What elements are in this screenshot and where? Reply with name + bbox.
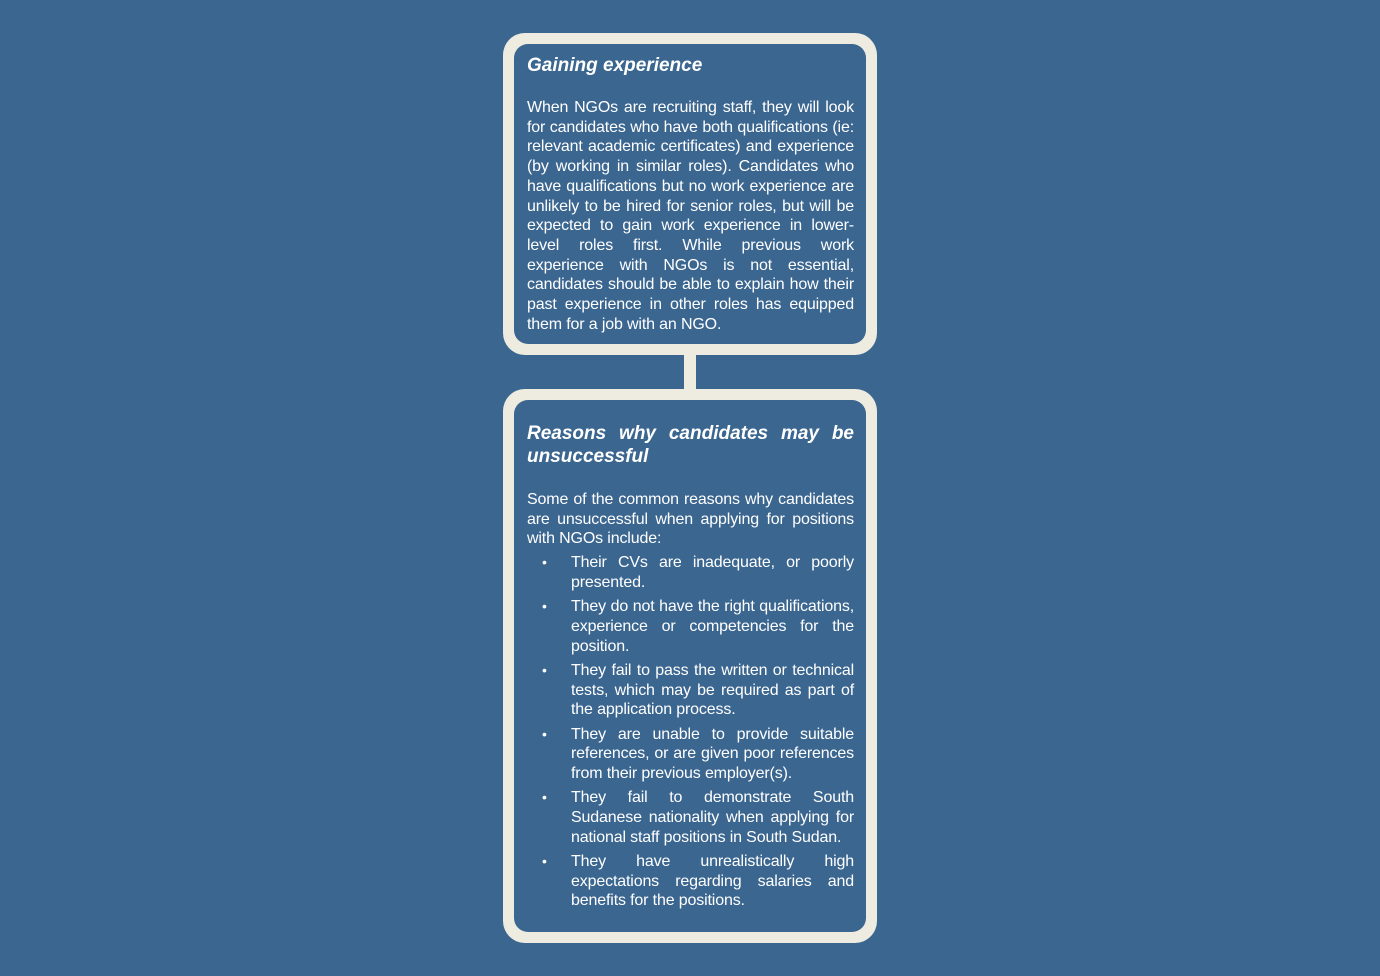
list-item-text: Their CVs are inadequate, or poorly presented. — [571, 554, 854, 591]
list-item-text: They do not have the right qualifications, experience or competencies for the position. — [571, 598, 854, 655]
list-item-text: They fail to pass the written or technical tests, which may be required as part of the application process. — [571, 661, 854, 719]
box-connector-line — [684, 352, 696, 392]
bullet-icon: • — [542, 554, 547, 571]
unsuccessful-reasons-title: Reasons why candidates may be unsuccessful — [527, 423, 854, 467]
unsuccessful-reasons-box — [503, 389, 877, 943]
gaining-experience-text: When NGOs are recruiting staff, they will look for candidates who have both qualifications (ie: relevant academic certificates) and experience (by working in similar roles). Candidates who have qualifications but no work experience are unlikely to be hired for senior roles, but will be expected to gain work experience in lower-level roles first. While previous work experience with NGOs is not essential, candidates should be able to explain how their past experience in other roles has equipped them for a job with an NGO. — [527, 99, 854, 333]
list-item — [527, 661, 854, 720]
list-item — [527, 597, 854, 656]
list-item — [527, 852, 854, 911]
bullet-icon: • — [542, 789, 547, 806]
reasons-list — [527, 553, 854, 911]
list-item-text: They are unable to provide suitable references, or are given poor references from their previous employer(s). — [571, 725, 854, 782]
gaining-experience-box — [503, 33, 877, 355]
bullet-icon: • — [542, 725, 547, 742]
unsuccessful-reasons-content — [514, 400, 866, 932]
bullet-icon: • — [542, 598, 547, 615]
list-item — [527, 788, 854, 847]
list-item-text: They have unrealistically high expectations regarding salaries and benefits for the positions. — [571, 852, 854, 910]
list-item — [527, 553, 854, 592]
list-item — [527, 725, 854, 784]
bullet-icon: • — [542, 852, 547, 869]
bullet-icon: • — [542, 661, 547, 678]
gaining-experience-content — [514, 44, 866, 344]
gaining-experience-title: Gaining experience — [527, 55, 703, 76]
unsuccessful-reasons-intro: Some of the common reasons why candidates are unsuccessful when applying for positions with NGOs include: — [527, 491, 854, 548]
list-item-text: They fail to demonstrate South Sudanese nationality when applying for national staff positions in South Sudan. — [571, 789, 854, 846]
